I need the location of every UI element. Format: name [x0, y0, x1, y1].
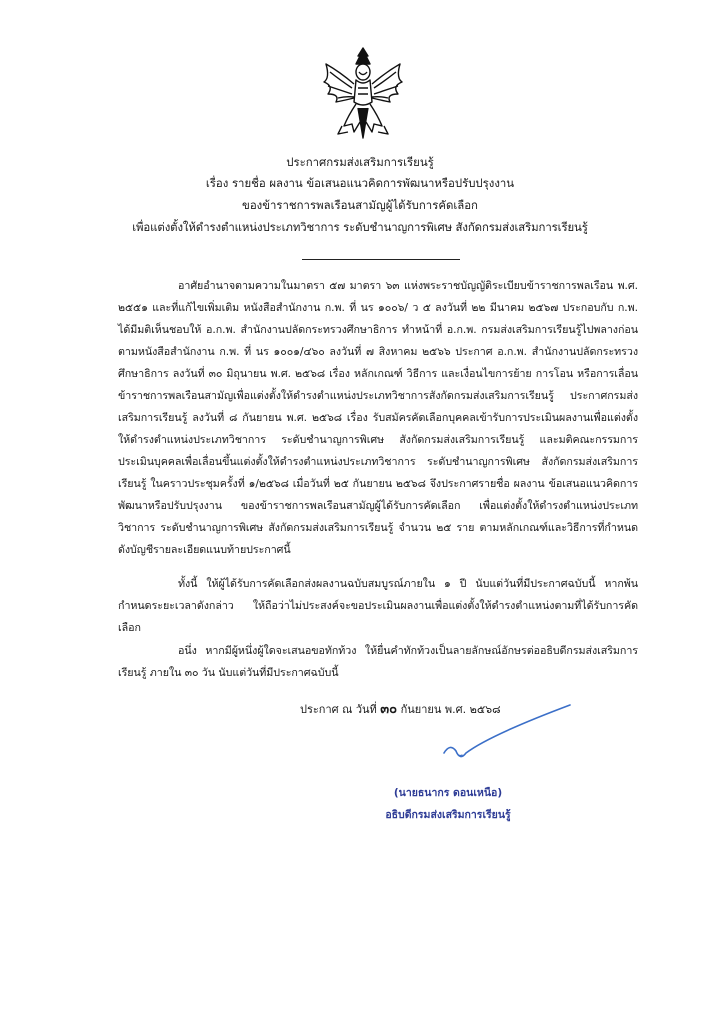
- date-month-year: กันยายน พ.ศ. ๒๕๖๘: [400, 703, 501, 716]
- date-prefix: ประกาศ ณ วันที่: [300, 703, 377, 716]
- announcement-subject-line-2: ของข้าราชการพลเรือนสามัญผู้ได้รับการคัดเลือก: [242, 198, 478, 212]
- signer-name: (นายธนากร ดอนเหนือ): [393, 787, 503, 799]
- announcement-heading: ประกาศกรมส่งเสริมการเรียนรู้: [286, 155, 434, 169]
- signer-title: อธิบดีกรมส่งเสริมการเรียนรู้: [385, 809, 511, 821]
- header-divider: [302, 259, 460, 260]
- body-paragraph-1: อาศัยอำนาจตามความในมาตรา ๕๗ มาตรา ๖๓ แห่งพระราชบัญญัติระเบียบข้าราชการพลเรือน พ.ศ. ๒๕๕๑ และที่แก้ไขเพิ่มเติม หนังสือสำนักงาน ก.พ. ที่ นร ๑๐๐๖/ ว ๕ ลงวันที่ ๒๒ มีนาคม ๒๕๖๗ ประกอบกับ ก.พ. ได้มีมติเห็นชอบให้ อ.ก.พ. สำนักงานปลัดกระทรวงศึกษาธิการ ทำหน้าที่ อ.ก.พ. กรมส่งเสริมการเรียนรู้ไปพลางก่อน ตามหนังสือสำนักงาน ก.พ. ที่ นร ๑๐๐๑/๔๖๐ ลงวันที่ ๗ สิงหาคม ๒๕๖๖ ประกาศ อ.ก.พ. สำนักงานปลัดกระทรวงศึกษาธิการ ลงวันที่ ๓๐ มิถุนายน พ.ศ. ๒๕๖๘ เรื่อง หลักเกณฑ์ วิธีการ และเงื่อนไขการย้าย การโอน หรือการเลื่อนข้าราชการพลเรือนสามัญเพื่อแต่งตั้งให้ดำรงตำแหน่งประเภทวิชาการสังกัดกรมส่งเสริมการเรียนรู้ ประกาศกรมส่งเสริมการเรียนรู้ ลงวันที่ ๘ กันยายน พ.ศ. ๒๕๖๘ เรื่อง รับสมัครคัดเลือกบุคคลเข้ารับการประเมินผลงานเพื่อแต่งตั้งให้ดำรงตำแหน่งประเภทวิชาการ ระดับชำนาญการพิเศษ สังกัดกรมส่งเสริมการเรียนรู้ และมติคณะกรรมการประเมินบุคคลเพื่อเลื่อนขึ้นแต่งตั้งให้ดำรงตำแหน่งประเภทวิชาการ ระดับชำนาญการพิเศษ สังกัดกรมส่งเสริมการเรียนรู้ ในคราวประชุมครั้งที่ ๑/๒๕๖๘ เมื่อวันที่ ๒๕ กันยายน ๒๕๖๘ จึงประกาศรายชื่อ ผลงาน ข้อเสนอแนวคิดการพัฒนาหรือปรับปรุงงาน ของข้าราชการพลเรือนสามัญผู้ได้รับการคัดเลือก เพื่อแต่งตั้งให้ดำรงตำแหน่งประเภทวิชาการ ระดับชำนาญการพิเศษ สังกัดกรมส่งเสริมการเรียนรู้ จำนวน ๒๕ ราย ตามหลักเกณฑ์และวิธีการที่กำหนด ดังบัญชีรายละเอียดแนบท้ายประกาศนี้: [118, 279, 638, 556]
- announcement-subject: เรื่อง รายชื่อ ผลงาน ข้อเสนอแนวคิดการพัฒนาหรือปรับปรุงงาน: [205, 176, 515, 190]
- body-paragraph-2: ทั้งนี้ ให้ผู้ได้รับการคัดเลือกส่งผลงานฉบับสมบูรณ์ภายใน ๑ ปี นับแต่วันที่มีประกาศฉบับนี้ หากพ้นกำหนดระยะเวลาดังกล่าว ให้ถือว่าไม่ประสงค์จะขอประเมินผลงานเพื่อแต่งตั้งให้ดำรงตำแหน่งตามที่ได้รับการคัดเลือก: [118, 577, 638, 634]
- garuda-emblem-icon: [318, 42, 408, 142]
- body-paragraph-3: อนึ่ง หากมีผู้หนึ่งผู้ใดจะเสนอขอทักท้วง ให้ยื่นคำทักท้วงเป็นลายลักษณ์อักษรต่ออธิบดีกรมส่งเสริมการเรียนรู้ ภายใน ๓๐ วัน นับแต่วันที่มีประกาศฉบับนี้: [118, 644, 638, 679]
- date-day: ๓๐: [380, 702, 398, 717]
- announcement-subject-line-3: เพื่อแต่งตั้งให้ดำรงตำแหน่งประเภทวิชาการ ระดับชำนาญการพิเศษ สังกัดกรมส่งเสริมการเรียนรู้: [132, 220, 588, 234]
- handwritten-signature: [420, 695, 580, 775]
